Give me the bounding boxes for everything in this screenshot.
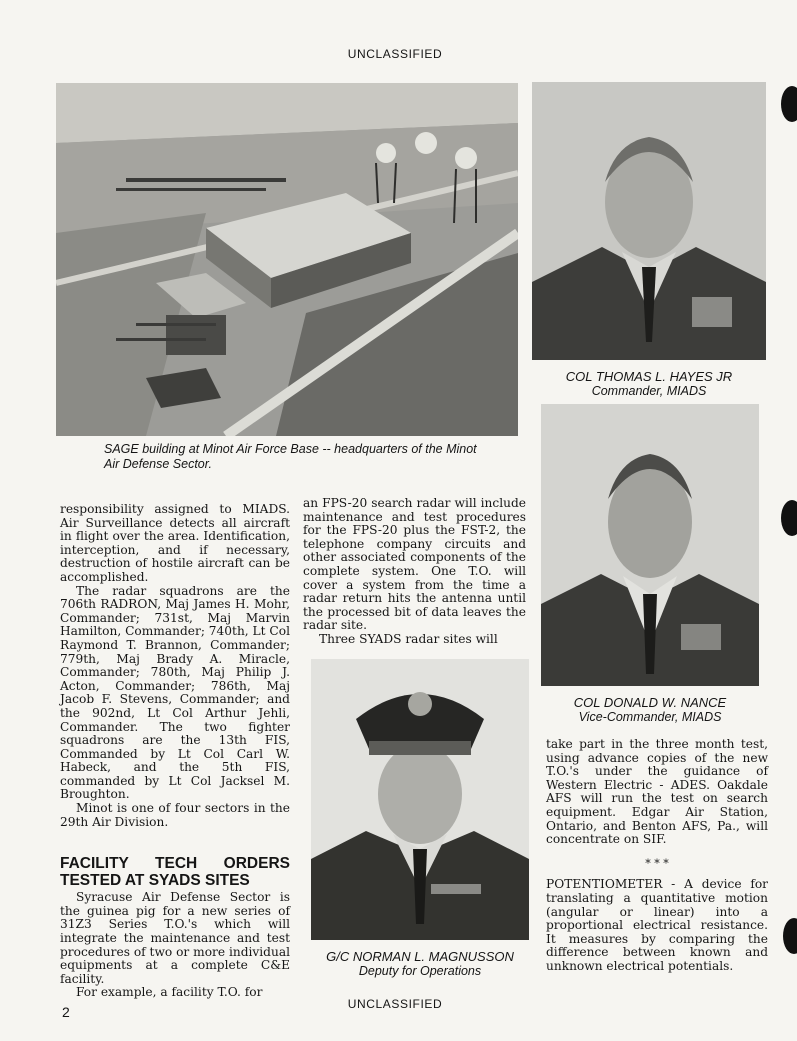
magnusson-portrait-photo xyxy=(311,659,529,940)
sage-building-photo xyxy=(56,83,518,436)
article-column-2 xyxy=(303,497,526,647)
col2-paragraph: an FPS-20 search radar will include maintenance and test procedures for the FPS-20 plus the FST-2, the telephone company circuits and other associated components of the complete system. One T.O. will cover a system from the time a radar return hits the antenna until the processed bit of data leaves the radar site. xyxy=(303,496,526,633)
binder-hole xyxy=(781,500,797,536)
binder-hole xyxy=(781,86,797,122)
hayes-portrait-photo xyxy=(532,82,766,360)
magnusson-caption xyxy=(305,949,535,979)
section-separator: * * * xyxy=(645,856,669,870)
section-heading: FACILITY TECH ORDERS TESTED AT SYADS SITES xyxy=(60,855,290,890)
col3-paragraph: take part in the three month test, using advance copies of the new T.O.'s under the guidance of Western Electric - ADES. Oakdale AFS will run the test on search equipment. Edgar Air Station, Ontario, and Benton AFS, Pa., will concentrate on SIF. xyxy=(546,737,768,847)
magnusson-title: Deputy for Operations xyxy=(358,964,482,978)
nance-name: COL DONALD W. NANCE xyxy=(573,695,727,710)
hayes-caption xyxy=(532,369,766,399)
col1-paragraph: Minot is one of four sectors in the 29th Air Division. xyxy=(60,801,290,829)
article-column-1 xyxy=(60,503,290,1000)
nance-title: Vice-Commander, MIADS xyxy=(578,710,722,724)
col1-paragraph: The radar squadrons are the 706th RADRON, Maj James H. Mohr, Commander; 731st, Maj Marvin Hamilton, Commander; 740th, Lt Col Raymond T. Brannon, Commander; 779th, Maj Brady A. Miracle, Commander; 780th, Maj Philip J. Acton, Commander; 786th, Maj Jacob F. Stevens, Commander; and the 902nd, Lt Col Arthur Jehli, Commander. The two fighter squadrons are the 13th FIS, Commanded by Lt Col Carl W. Habeck, and the 5th FIS, commanded by Lt Col Jacksel M. Broughton. xyxy=(60,583,290,802)
hayes-title: Commander, MIADS xyxy=(591,384,707,398)
nance-caption xyxy=(541,695,759,725)
page-number: 2 xyxy=(62,1004,70,1020)
classification-header: UNCLASSIFIED xyxy=(347,47,443,61)
col1-paragraph: Syracuse Air Defense Sector is the guinea pig for a new series of 31Z3 Series T.O.'s which will integrate the maintenance and test procedures of two or more individual equipments at a complete C&E facility. xyxy=(60,890,290,986)
col2-paragraph: Three SYADS radar sites will xyxy=(319,631,498,646)
col1-paragraph: responsibility assigned to MIADS. Air Surveillance detects all aircraft in flight over the area. Identification, interception, and if necessary, destruction of hostile aircraft can be accomplished. xyxy=(60,502,290,584)
magnusson-name: G/C NORMAN L. MAGNUSSON xyxy=(326,949,514,964)
col1-paragraph: For example, a facility T.O. for xyxy=(76,985,263,1000)
article-column-3 xyxy=(546,738,768,974)
col3-paragraph: POTENTIOMETER - A device for translating a quantitative motion (angular or linear) into a proportional electrical resistance. It measures by comparing the difference between known and unknown electrical potentials. xyxy=(546,877,768,973)
classification-footer: UNCLASSIFIED xyxy=(347,997,443,1011)
nance-portrait-photo xyxy=(541,404,759,686)
sage-photo-caption: SAGE building at Minot Air Force Base -- headquarters of the Minot Air Defense Sector. xyxy=(104,442,477,471)
hayes-name: COL THOMAS L. HAYES JR xyxy=(565,369,733,384)
binder-hole xyxy=(783,918,797,954)
